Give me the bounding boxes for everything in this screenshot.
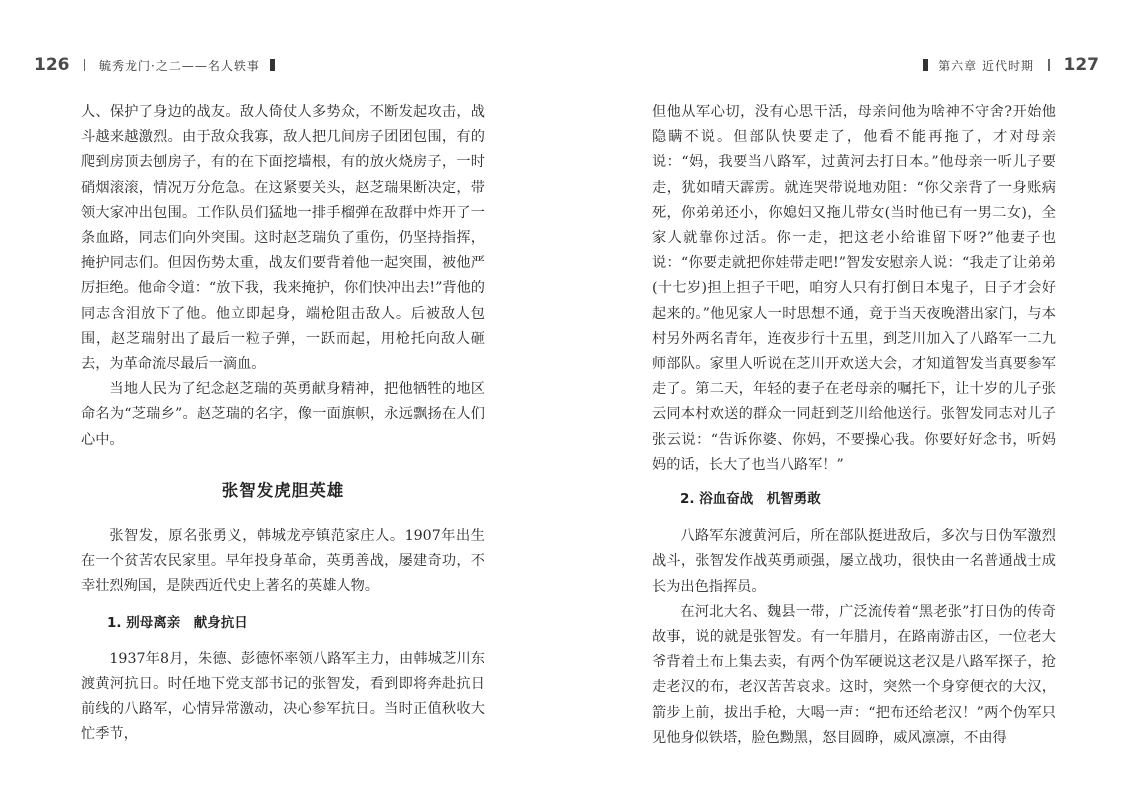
paragraph: 人、保护了身边的战友。敌人倚仗人多势众，不断发起攻击，战斗越来越激烈。由于敌众我寡，敌人把几间房子团团包围，有的爬到房顶去刨房子，有的在下面挖墙根，有的放火烧房子，一时硝烟滚滚，情况万分危急。在这紧要关头，赵芝瑞果断决定，带领大家冲出包围。工作队员们猛地一排手榴弹在敌群中炸开了一条血路，同志们向外突围。这时赵芝瑞负了重伤，仍坚持指挥，掩护同志们。但因伤势太重，战友们要背着他一起突围，被他严厉拒绝。他命令道：“放下我，我来掩护，你们快冲出去!”背他的同志含泪放下了他。他立即起身，端枪阻击敌人。后被敌人包围，赵芝瑞射出了最后一粒子弹，一跃而起，用枪托向敌人砸去，为革命流尽最后一滴血。 [81, 104, 485, 373]
left-page-header [34, 54, 285, 76]
left-page-body [81, 100, 485, 748]
paragraph: 当地人民为了纪念赵芝瑞的英勇献身精神，把他牺牲的地区命名为“芝瑞乡”。赵芝瑞的名字，像一面旗帜，永远飘扬在人们心中。 [81, 381, 485, 448]
right-page-header [913, 54, 1099, 76]
paragraph: 八路军东渡黄河后，所在部队挺进敌后，多次与日伪军激烈战斗，张智发作战英勇顽强，屡立战功，很快由一名普通战士成长为出色指挥员。 [652, 528, 1056, 595]
right-page-number: 127 [1063, 55, 1099, 75]
paragraph: 张智发，原名张勇义，韩城龙亭镇范家庄人。1907年出生在一个贫苦农民家里。早年投身革命，英勇善战，屡建奇功，不幸壮烈殉国，是陕西近代史上著名的英雄人物。 [81, 528, 485, 595]
left-running-title: 毓秀龙门·之二——名人轶事 [99, 58, 260, 73]
paragraph: 但他从军心切，没有心思干活，母亲问他为啥神不守舍?开始他隐瞒不说。但部队快要走了，他看不能再拖了，才对母亲说：“妈，我要当八路军，过黄河去打日本。”他母亲一听儿子要走，犹如晴天霹雳。就连哭带说地劝阻：“你父亲背了一身账病死，你弟弟还小，你媳妇又拖儿带女(当时他已有一男二女)，全家人就靠你过活。你一走，把这老小给谁留下呀?”他妻子也说：“你要走就把你娃带走吧!”智发安慰亲人说：“我走了让弟弟(十七岁)担上担子干吧，咱穷人只有打倒日本鬼子，日子才会好起来的。”他见家人一时思想不通，竟于当天夜晚潜出家门，与本村另外两名青年，连夜步行十五里，到芝川加入了八路军一二九师部队。家里人听说在芝川开欢送大会，才知道智发当真要参军走了。第二天，年轻的妻子在老母亲的嘱托下，让十岁的儿子张云同本村欢送的群众一同赶到芝川给他送行。张智发同志对儿子张云说：“告诉你婆、你妈，不要操心我。你要好好念书，听妈妈的话，长大了也当八路军！” [652, 104, 1056, 473]
paragraph: 1937年8月，朱德、彭德怀率领八路军主力，由韩城芝川东渡黄河抗日。时任地下党支部书记的张智发，看到即将奔赴抗日前线的八路军，心情异常激动，决心参军抗日。当时正值秋收大忙季节， [81, 650, 485, 743]
header-block-mark [923, 59, 928, 71]
sub-heading: 2. 浴血奋战 机智勇敢 [680, 491, 821, 508]
section-title: 张智发虎胆英雄 [221, 480, 345, 500]
sub-heading: 1. 别母离亲 献身抗日 [107, 614, 248, 631]
header-block-mark [270, 59, 275, 71]
header-separator [1048, 59, 1050, 71]
header-separator [84, 59, 86, 71]
paragraph: 在河北大名、魏县一带，广泛流传着“黑老张”打日伪的传奇故事，说的就是张智发。有一年腊月，在路南游击区，一位老大爷背着土布上集去卖，有两个伪军硬说这老汉是八路军探子，抢走老汉的布，老汉苦苦哀求。这时，突然一个身穿便衣的大汉，箭步上前，拔出手枪，大喝一声：“把布还给老汉！”两个伪军只见他身似铁塔，脸色黝黑，怒目圆睁，威风凛凛，不由得 [652, 603, 1056, 746]
right-page-body [652, 100, 1056, 751]
right-running-title: 第六章 近代时期 [938, 58, 1034, 73]
left-page-number: 126 [34, 55, 70, 75]
